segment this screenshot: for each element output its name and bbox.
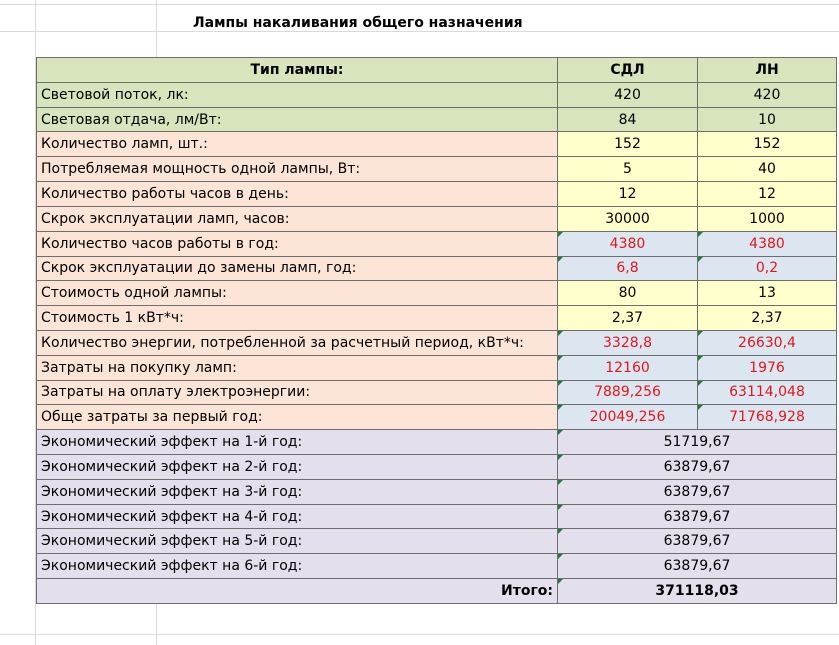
cell-ln[interactable]: 26630,4 [698,330,837,355]
effect-value[interactable]: 63879,67 [558,504,837,529]
table-row [37,380,837,405]
effect-row [37,430,837,455]
row-label[interactable]: Затраты на покупку ламп: [37,355,558,380]
effect-value[interactable]: 63879,67 [558,455,837,480]
table-row [37,281,837,306]
table-row [37,206,837,231]
effect-value[interactable]: 63879,67 [558,479,837,504]
cell-sdl[interactable]: 7889,256 [558,380,698,405]
cell-sdl[interactable]: 12 [558,182,698,207]
cell-sdl[interactable]: 6,8 [558,256,698,281]
total-row [37,579,837,604]
cell-ln[interactable]: 2,37 [698,306,837,331]
table-row [37,182,837,207]
effect-label[interactable]: Экономический эффект на 4-й год: [37,504,558,529]
row-label[interactable]: Скрок эксплуатации ламп, часов: [37,206,558,231]
sheet-title: Лампы накаливания общего назначения [193,15,523,31]
total-label[interactable]: Итого: [37,579,558,604]
header-row [37,58,837,83]
effect-label[interactable]: Экономический эффект на 2-й год: [37,455,558,480]
row-label[interactable]: Количество часов работы в год: [37,231,558,256]
cell-ln[interactable]: 1000 [698,206,837,231]
row-label[interactable]: Световой поток, лк: [37,82,558,107]
effect-row [37,479,837,504]
row-label[interactable]: Скрок эксплуатации до замены ламп, год: [37,256,558,281]
header-ln[interactable]: ЛН [698,58,837,83]
cell-sdl[interactable]: 5 [558,157,698,182]
table-row [37,306,837,331]
table-row [37,231,837,256]
cell-ln[interactable]: 71768,928 [698,405,837,430]
table-row [37,82,837,107]
effect-label[interactable]: Экономический эффект на 1-й год: [37,430,558,455]
effect-row [37,554,837,579]
table-row [37,256,837,281]
effect-row [37,504,837,529]
effect-label[interactable]: Экономический эффект на 3-й год: [37,479,558,504]
table-row [37,132,837,157]
row-label[interactable]: Обще затраты за первый год: [37,405,558,430]
cell-ln[interactable]: 1976 [698,355,837,380]
cell-ln[interactable]: 12 [698,182,837,207]
effect-label[interactable]: Экономический эффект на 6-й год: [37,554,558,579]
cell-ln[interactable]: 0,2 [698,256,837,281]
cell-sdl[interactable]: 80 [558,281,698,306]
table-row [37,405,837,430]
row-label[interactable]: Количество энергии, потребленной за расчетный период, кВт*ч: [37,330,558,355]
effect-value[interactable]: 51719,67 [558,430,837,455]
cell-sdl[interactable]: 84 [558,107,698,132]
row-label[interactable]: Стоимость одной лампы: [37,281,558,306]
row-label[interactable]: Потребляемая мощность одной лампы, Вт: [37,157,558,182]
cell-ln[interactable]: 10 [698,107,837,132]
header-sdl[interactable]: СДЛ [558,58,698,83]
effect-label[interactable]: Экономический эффект на 5-й год: [37,529,558,554]
effect-value[interactable]: 63879,67 [558,529,837,554]
row-label[interactable]: Световая отдача, лм/Вт: [37,107,558,132]
cell-ln[interactable]: 40 [698,157,837,182]
cell-sdl[interactable]: 12160 [558,355,698,380]
effect-row [37,455,837,480]
cell-sdl[interactable]: 420 [558,82,698,107]
cell-ln[interactable]: 13 [698,281,837,306]
cell-ln[interactable]: 152 [698,132,837,157]
table-row [37,355,837,380]
cell-sdl[interactable]: 152 [558,132,698,157]
cell-sdl[interactable]: 30000 [558,206,698,231]
cell-ln[interactable]: 420 [698,82,837,107]
row-label[interactable]: Количество ламп, шт.: [37,132,558,157]
row-label[interactable]: Затраты на оплату электроэнергии: [37,380,558,405]
cell-ln[interactable]: 4380 [698,231,837,256]
effect-value[interactable]: 63879,67 [558,554,837,579]
header-lamp-type[interactable]: Тип лампы: [37,58,558,83]
table-row [37,330,837,355]
effect-row [37,529,837,554]
row-label[interactable]: Количество работы часов в день: [37,182,558,207]
lamp-comparison-table [36,57,837,604]
table-row [37,107,837,132]
table-row [37,157,837,182]
cell-sdl[interactable]: 2,37 [558,306,698,331]
cell-sdl[interactable]: 4380 [558,231,698,256]
cell-sdl[interactable]: 20049,256 [558,405,698,430]
total-value[interactable]: 371118,03 [558,579,837,604]
row-label[interactable]: Стоимость 1 кВт*ч: [37,306,558,331]
cell-sdl[interactable]: 3328,8 [558,330,698,355]
cell-ln[interactable]: 63114,048 [698,380,837,405]
